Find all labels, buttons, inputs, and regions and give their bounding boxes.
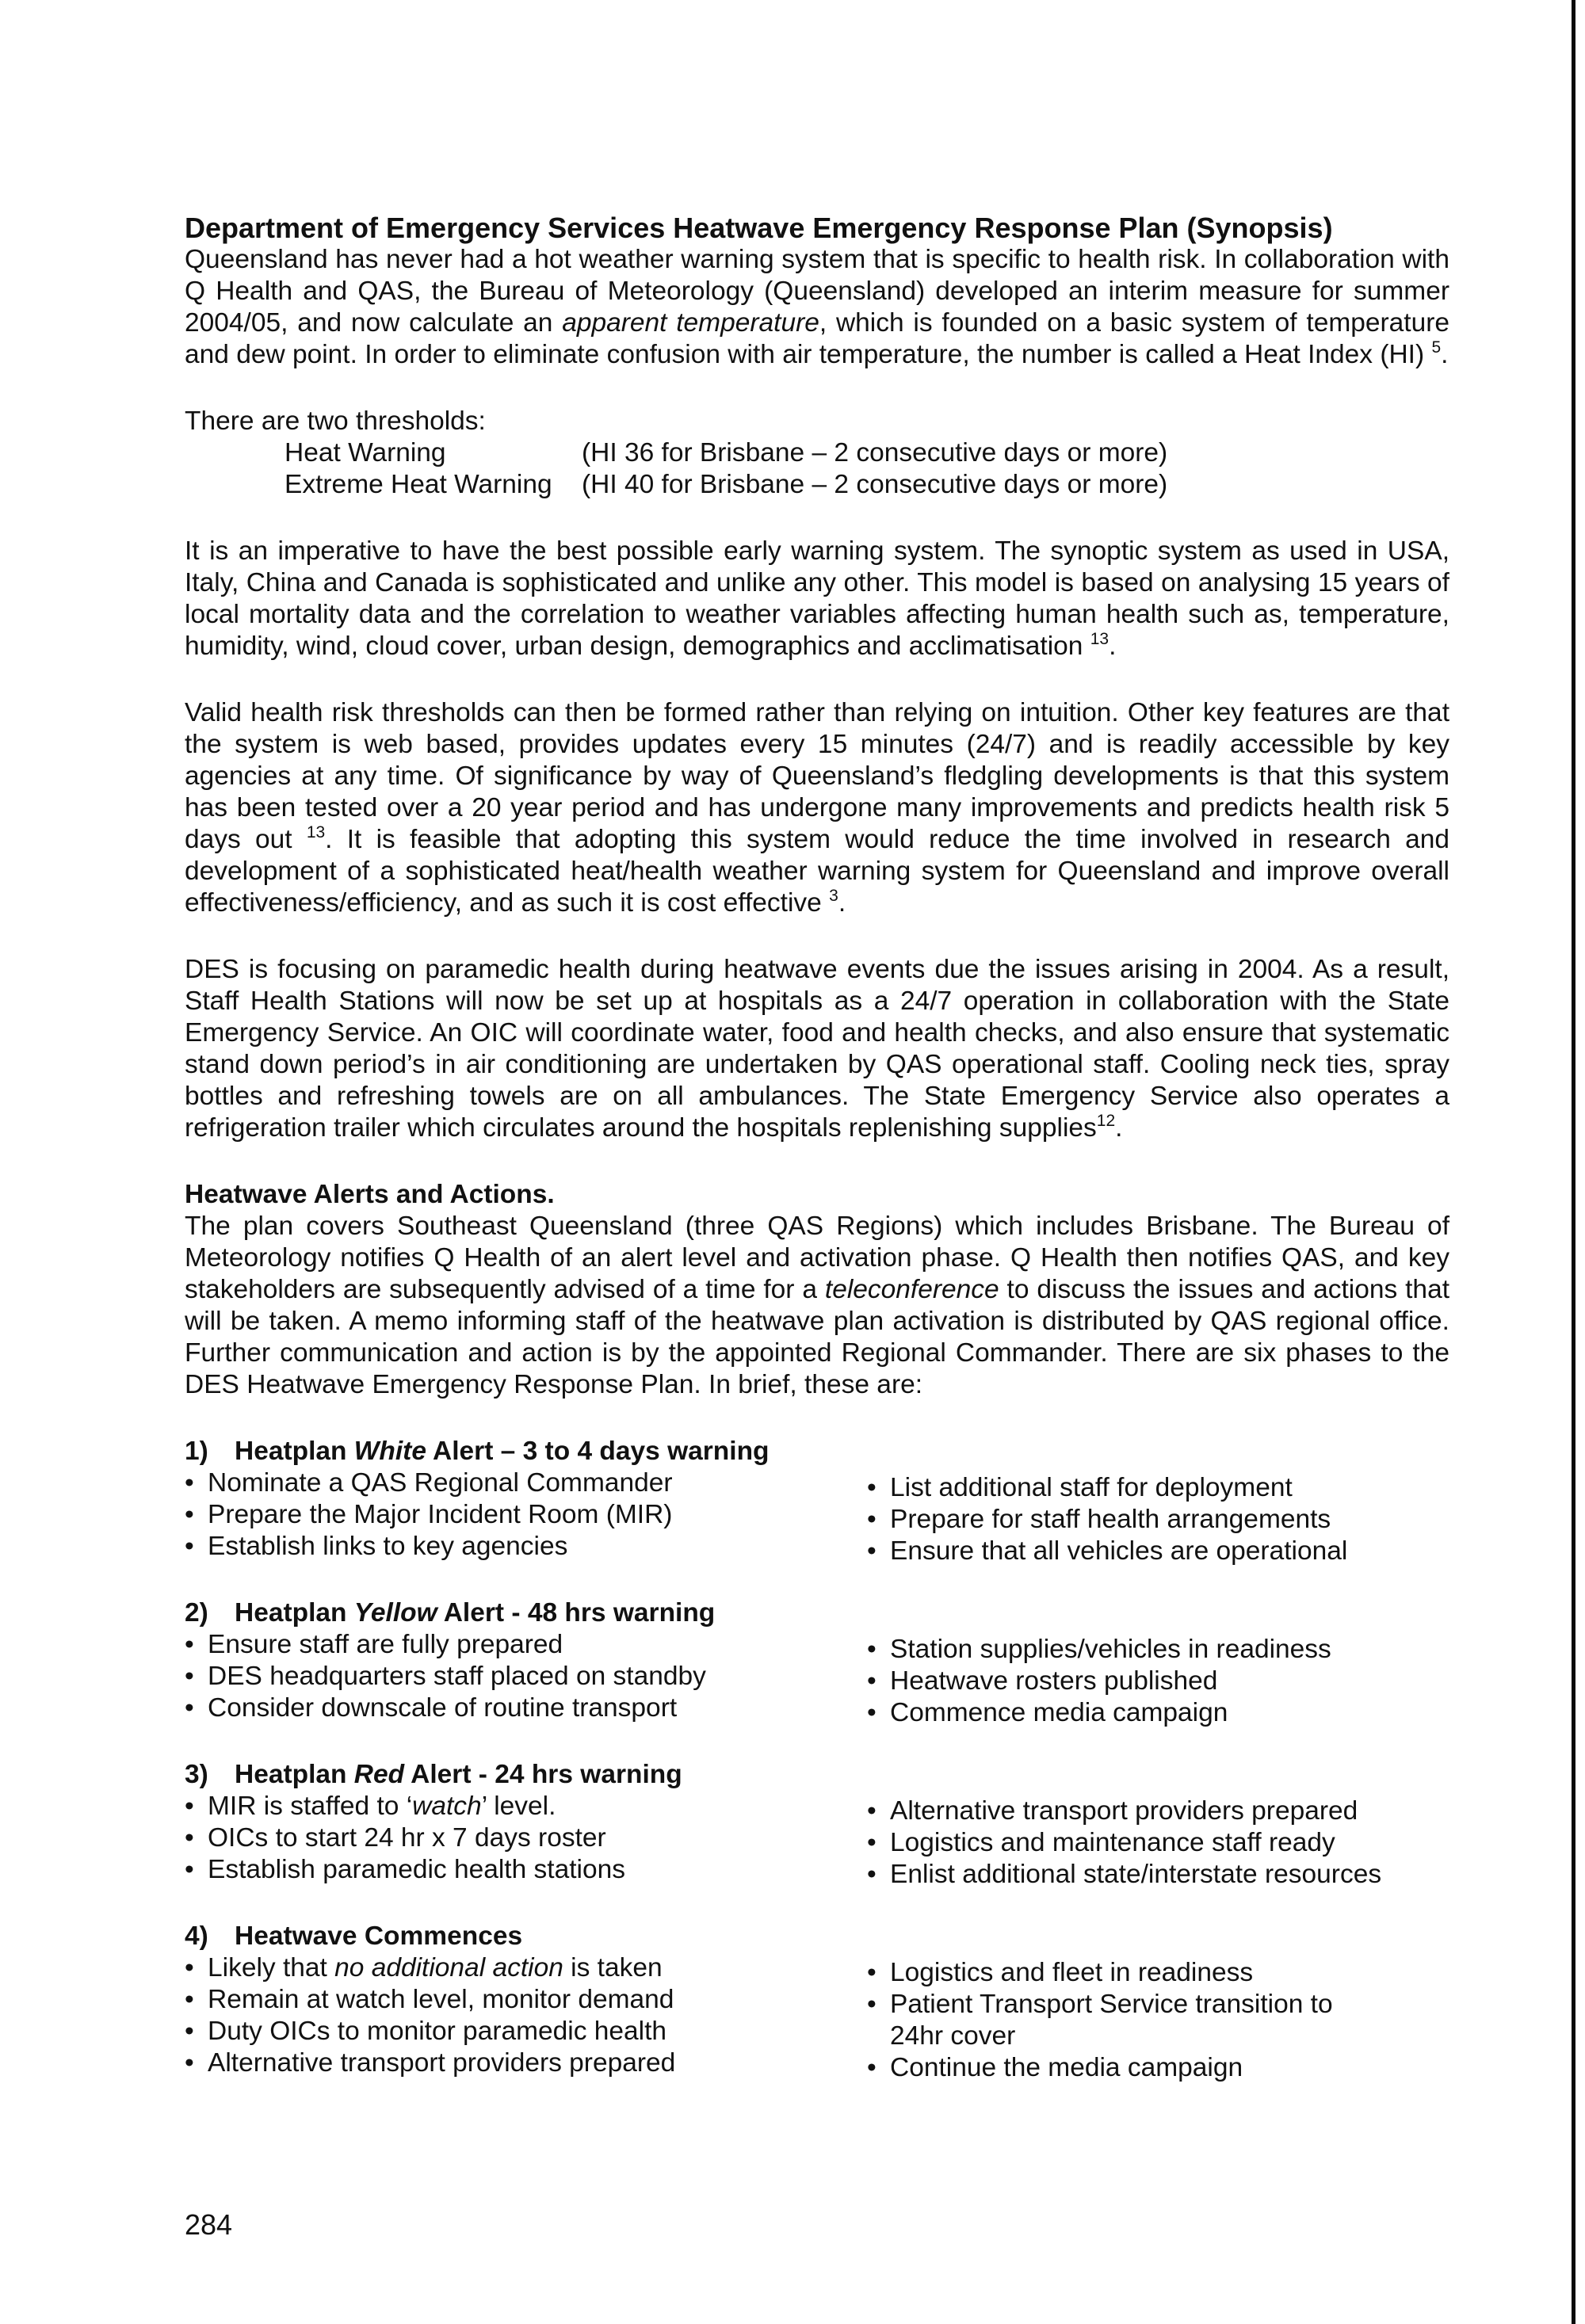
valid-end: . xyxy=(838,888,846,918)
valid-thresholds-paragraph xyxy=(185,697,1449,919)
alert-colour: Yellow xyxy=(353,1598,437,1628)
actions-right xyxy=(867,1472,1406,1567)
action-item: • List additional staff for deployment xyxy=(867,1472,1406,1504)
phase-title-post: Alert - 24 hrs warning xyxy=(404,1760,682,1789)
actions-right xyxy=(867,1795,1406,1891)
alerts-text-2: to discuss the issues and actions that will be taken. A memo informing staff of the heatwave plan activation is distributed by QAS regional office. Further communication and action is by the appointed Regional Commander. There are six phases to the DES Heatwave Emergency Response Plan. In brief, these are: xyxy=(185,1275,1450,1399)
intro-text-2: , which is founded on a basic system of temperature and dew point. In order to eliminate confusion with air temperature, the number is called a Heat Index (HI) xyxy=(185,308,1450,369)
phase-number: 1) xyxy=(185,1437,208,1466)
action-item: • Prepare the Major Incident Room (MIR) xyxy=(185,1499,867,1531)
footnote-ref: 13 xyxy=(1090,630,1110,648)
phase-heading xyxy=(185,1921,1449,1952)
intro-paragraph xyxy=(185,244,1449,371)
action-item: • Alternative transport providers prepared xyxy=(867,1795,1406,1827)
phase-title: Heatwave Commences xyxy=(235,1921,523,1951)
actions-left xyxy=(185,1952,867,2079)
threshold-detail: (HI 36 for Brisbane – 2 consecutive days or more) xyxy=(582,438,1168,467)
action-italic: watch xyxy=(412,1792,482,1821)
action-item: • Alternative transport providers prepared xyxy=(185,2047,867,2079)
alerts-paragraph xyxy=(185,1211,1449,1401)
synoptic-text: It is an imperative to have the best possible early warning system. The synoptic system as used in USA, Italy, China and Canada is sophisticated and unlike any other. This model is based on analysing 15 years of local mortality data and the correlation to weather variables affecting human health such as, temperature, humidity, wind, cloud cover, urban design, demographics and acclimatisation xyxy=(185,536,1449,661)
spacer xyxy=(185,1724,1449,1759)
phase-title xyxy=(235,1759,682,1791)
phase-actions xyxy=(185,1629,1449,1727)
actions-left xyxy=(185,1629,867,1724)
action-item: • Establish paramedic health stations xyxy=(185,1854,867,1886)
action-item: • Nominate a QAS Regional Commander xyxy=(185,1467,867,1499)
phase-title-pre: Heatplan xyxy=(235,1598,354,1628)
phase-title-pre: Heatplan xyxy=(235,1760,354,1789)
phase-3 xyxy=(185,1759,1449,1889)
phase-title xyxy=(235,1436,770,1467)
action-item: • Commence media campaign xyxy=(867,1697,1406,1729)
phase-heading xyxy=(185,1759,1449,1791)
page-number: 284 xyxy=(185,2208,233,2241)
action-item: • Heatwave rosters published xyxy=(867,1666,1406,1697)
document-page xyxy=(185,212,1450,2082)
spacer xyxy=(185,501,1449,536)
footnote-ref: 12 xyxy=(1096,1112,1116,1130)
actions-left xyxy=(185,1791,867,1886)
action-text: ’ level. xyxy=(481,1792,556,1821)
action-item: • OICs to start 24 hr x 7 days roster xyxy=(185,1822,867,1854)
action-item: • Prepare for staff health arrangements xyxy=(867,1504,1406,1536)
action-item: • Duty OICs to monitor paramedic health xyxy=(185,2016,867,2047)
action-item: • Remain at watch level, monitor demand xyxy=(185,1984,867,2016)
des-paragraph xyxy=(185,954,1449,1144)
synoptic-end: . xyxy=(1109,632,1117,661)
action-item: • Continue the media campaign xyxy=(867,2052,1406,2084)
phase-title-post: Alert – 3 to 4 days warning xyxy=(426,1437,770,1466)
action-text: MIR is staffed to ‘ xyxy=(208,1792,413,1821)
threshold-detail: (HI 40 for Brisbane – 2 consecutive days or more) xyxy=(582,470,1168,499)
action-item: • Logistics and fleet in readiness xyxy=(867,1957,1406,1989)
scan-edge-line xyxy=(1572,0,1575,2324)
actions-right xyxy=(867,1634,1406,1729)
des-end: . xyxy=(1115,1113,1123,1143)
phase-actions xyxy=(185,1952,1449,2082)
synoptic-paragraph xyxy=(185,536,1449,662)
alerts-section-heading: Heatwave Alerts and Actions. xyxy=(185,1180,555,1209)
actions-right xyxy=(867,1957,1406,2084)
phase-title-pre: Heatplan xyxy=(235,1437,354,1466)
phase-actions xyxy=(185,1791,1449,1889)
thresholds-lead: There are two thresholds: xyxy=(185,406,486,436)
thresholds-list xyxy=(185,437,1449,501)
threshold-row xyxy=(285,469,1449,501)
action-item: • Establish links to key agencies xyxy=(185,1531,867,1563)
spacer xyxy=(185,1401,1449,1436)
phase-1 xyxy=(185,1436,1449,1566)
action-item: • Ensure that all vehicles are operational xyxy=(867,1536,1406,1567)
phase-number: 3) xyxy=(185,1760,208,1789)
spacer xyxy=(185,1144,1449,1179)
action-item: • Consider downscale of routine transport xyxy=(185,1692,867,1724)
valid-text-1: Valid health risk thresholds can then be formed rather than relying on intuition. Other key features are that the system is web based, provides updates every 15 minutes (24/7) and is readily accessible by key agencies at any time. Of significance by way of Queensland’s fledgling developments is that this system has been tested over a 20 year period and has undergone many improvements and predicts health risk 5 days out xyxy=(185,698,1449,854)
action-item: • Station supplies/vehicles in readiness xyxy=(867,1634,1406,1666)
action-text: Likely that xyxy=(208,1953,335,1982)
action-text: is taken xyxy=(563,1953,663,1982)
phase-4 xyxy=(185,1921,1449,2082)
phase-actions xyxy=(185,1467,1449,1566)
phase-title-post: Alert - 48 hrs warning xyxy=(437,1598,716,1628)
phase-title xyxy=(235,1597,715,1629)
action-item: • DES headquarters staff placed on standby xyxy=(185,1661,867,1692)
threshold-name: Heat Warning xyxy=(285,438,446,467)
action-item: • Logistics and maintenance staff ready xyxy=(867,1827,1406,1859)
spacer xyxy=(185,371,1449,406)
action-item: • Patient Transport Service transition to xyxy=(867,1989,1406,2021)
spacer xyxy=(185,1563,1449,1597)
footnote-ref: 13 xyxy=(306,823,326,841)
thresholds-block xyxy=(185,406,1449,501)
phase-heading xyxy=(185,1597,1449,1629)
phase-heading xyxy=(185,1436,1449,1467)
document-title: Department of Emergency Services Heatwave Emergency Response Plan (Synopsis) xyxy=(185,212,1333,244)
spacer xyxy=(185,919,1449,954)
footnote-ref: 5 xyxy=(1431,338,1442,357)
action-item xyxy=(185,1791,867,1822)
intro-text-1: Queensland has never had a hot weather warning system that is specific to health risk. In collaboration with Q Health and QAS, the Bureau of Meteorology (Queensland) developed an interim measure for summer 2004/05, and now calculate an xyxy=(185,245,1449,338)
action-italic: no additional action xyxy=(334,1953,563,1982)
action-item: • Enlist additional state/interstate resources xyxy=(867,1859,1406,1891)
des-text: DES is focusing on paramedic health during heatwave events due the issues arising in 2004. As a result, Staff Health Stations will now be set up at hospitals as a 24/7 operation in collaboration with the State Emergency Service. An OIC will coordinate water, food and health checks, and also ensure that systematic stand down period’s in air conditioning are undertaken by QAS operational staff. Cooling neck ties, spray bottles and refreshing towels are on all ambulances. The State Emergency Service also operates a refrigeration trailer which circulates around the hospitals replenishing supplies xyxy=(185,955,1449,1143)
threshold-row xyxy=(285,437,1449,469)
actions-left xyxy=(185,1467,867,1563)
alert-colour: Red xyxy=(353,1760,405,1789)
valid-text-2: . It is feasible that adopting this system would reduce the time involved in research and development of a sophisticated heat/health weather warning system for Queensland and improve overall effectiveness/efficiency, and as such it is cost effective xyxy=(185,825,1449,918)
footnote-ref: 3 xyxy=(829,887,838,905)
action-item: • Ensure staff are fully prepared xyxy=(185,1629,867,1661)
action-item xyxy=(185,1952,867,1984)
intro-italic-term: apparent temperature xyxy=(562,308,819,338)
intro-end: . xyxy=(1441,340,1449,369)
spacer xyxy=(185,662,1449,697)
threshold-name: Extreme Heat Warning xyxy=(285,470,552,499)
phase-number: 4) xyxy=(185,1921,208,1951)
alert-colour: White xyxy=(353,1437,426,1466)
spacer xyxy=(185,1886,1449,1921)
phase-number: 2) xyxy=(185,1598,208,1628)
phase-2 xyxy=(185,1597,1449,1727)
action-item-continuation: 24hr cover xyxy=(890,2021,1016,2051)
alerts-text-1: The plan covers Southeast Queensland (three QAS Regions) which includes Brisbane. The Bureau of Meteorology notifies Q Health of an alert level and activation phase. Q Health then notifies QAS, and key stakeholders are subsequently advised of a time for a xyxy=(185,1212,1449,1304)
alerts-italic-term: teleconference xyxy=(824,1275,999,1304)
